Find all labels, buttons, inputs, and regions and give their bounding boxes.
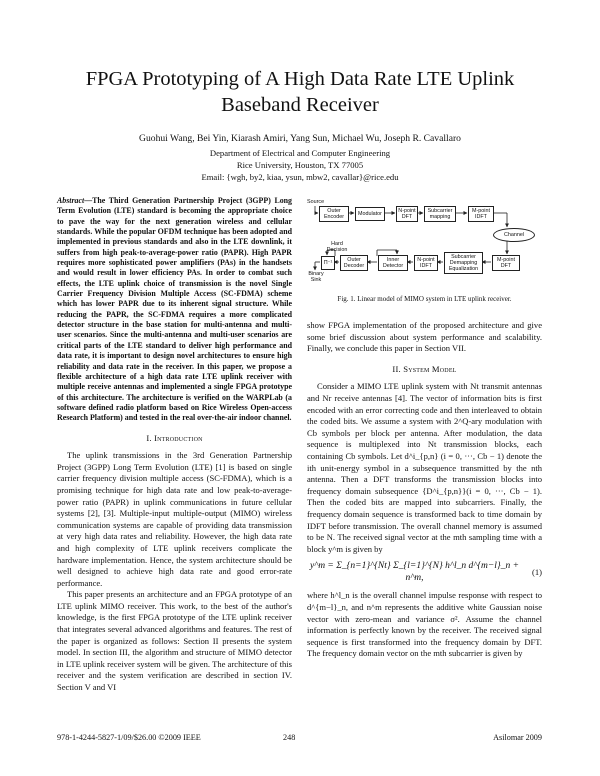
m-point-dft-block: M-point DFT [492, 255, 520, 271]
source-label: Source [307, 199, 325, 205]
footer-isbn: 978-1-4244-5827-1/09/$26.00 ©2009 IEEE [57, 733, 201, 742]
affiliation [60, 147, 540, 183]
section-1-heading [57, 433, 292, 445]
equation-1-body: y^m = Σ_{n=1}^{Nt} Σ_{l=1}^{N} h^l_n d^{m−l}_n + n^m, [309, 561, 520, 583]
section-1-title: Introduction [154, 432, 203, 443]
paper-title: FPGA Prototyping of A High Data Rate LTE Uplink Baseband Receiver [85, 68, 515, 116]
section-2-title: System Model [403, 363, 457, 374]
section-2-heading [307, 364, 542, 376]
n-point-idft-block: N-point IDFT [414, 255, 438, 271]
binary-sink-label: Binary Sink [308, 271, 324, 283]
section-1-number: I. [146, 432, 155, 443]
equation-1 [307, 561, 542, 584]
abstract-text: —The Third Generation Partnership Project (3GPP) Long Term Evolution (LTE) standard is becoming the appropriate choice to pave the way for the next generation wireless and cellular standards. While the popular OFDM technique has been adopted and implemented in previous standards and also in the LTE downlink, it suffers from high peak-to-average-power ratio (PAPR). High PAPR requires more sophisticated power amplifiers (PAs) in the handsets and would result in lower efficiency PAs. In order to combat such effects, the LTE uplink choice of transmission is the novel Single Carrier Frequency Division Multiple Access (SC-FDMA) scheme which has lower PAPR due to its inherent signal structure. While reducing the PAPR, the SC-FDMA requires a more complicated detector structure in the base station for multi-antenna and multi-user scenarios. Since the multi-antenna and multi-user scenarios are critical parts of the LTE standard to deliver high performance and data rate, it is important to design novel architectures to ensure high reliability and data rate in the receiver. In this paper, we propose a flexible architecture of a high data rate LTE uplink receiver with multiple receive antennas and implemented a single FPGA prototype of this architecture. The architecture is verified on the WARPLab (a software defined radio platform based on Rice Wireless Open-access Research Platform) and tested in the real over-the-air indoor channel. [57, 196, 292, 423]
modulator-block: Modulator [355, 207, 385, 221]
right-column [307, 320, 542, 660]
intro-continuation: show FPGA implementation of the proposed architecture and give some brief discussion about system performance and scalability. Finally, we conclude this paper in Section VII. [307, 320, 542, 354]
deinterleaver-block: Π⁻¹ [321, 256, 335, 270]
abstract [57, 196, 292, 424]
abstract-lead: Abstract [57, 196, 85, 205]
affiliation-department: Department of Electrical and Computer Engineering [209, 148, 391, 158]
intro-paragraph-2: This paper presents an architecture and an FPGA prototype of an LTE uplink MIMO receiver. This work, to the best of the author's knowledge, is the first FPGA prototype of the LTE uplink receiver that integrates several advanced algorithms and features. The rest of the paper is organized as follows: Section II presents the system model. In section III, the algorithm and structure of MIMO detector in LTE uplink receiver system will be given. The architecture of this receiver and the system verification are described in section IV. Section V and VI [57, 589, 292, 693]
intro-paragraph-1: The uplink transmissions in the 3rd Generation Partnership Project (3GPP) Long Term Evolution (LTE) [1] is based on single carrier frequency division multiple access (SC-FDMA), which is a promising technique for high data rate and low peak-to-average-power ratio (PAPR) in uplink communications in future cellular systems [2], [3]. Multiple-input multiple-output (MIMO) wireless communication systems are capable of providing data transmission at very high data rates and reliability. However, the high data rate and high complexity of LTE uplink receivers complicate the hardware implementation. Hence, the system architecture should be well designed to achieve high data rate and good error-rate performance. [57, 450, 292, 588]
affiliation-university: Rice University, Houston, TX 77005 [236, 160, 364, 170]
left-column [57, 196, 292, 694]
author-list: Guohui Wang, Bei Yin, Kiarash Amiri, Yang Sun, Michael Wu, Joseph R. Cavallaro [139, 133, 461, 144]
hard-decision-label: Hard Decision [326, 241, 348, 253]
affiliation-email: Email: {wgh, by2, kiaa, ysun, mbw2, cavallar}@rice.edu [201, 172, 399, 182]
subcarrier-demapping-block: Subcarrier Demapping Equalization [444, 252, 483, 274]
section-2-number: II. [392, 363, 404, 374]
outer-decoder-block: Outer Decoder [340, 255, 368, 271]
channel-block: Channel [493, 228, 535, 242]
m-point-idft-block: M-point IDFT [468, 206, 494, 222]
outer-encoder-block: Outer Encoder [319, 206, 349, 222]
inner-detector-block: Inner Detector [378, 255, 408, 271]
system-model-paragraph-1: Consider a MIMO LTE uplink system with Nt transmit antennas and Nr receive antennas [4]. The vector of information bits is first encoded with an error correcting code and then interleaved to obtain the coded bits. We assume a system with 2^Q-ary modulation with Cb symbols per block per antenna. After modulation, the data sequence is multiplexed into Nt transmission blocks, each containing Cb symbols. Let d^i_{p,n} (i = 0, ···, Cb − 1) denote the ith unit-energy symbol in a subsequence transmitted by the nth antenna. Then a DFT transforms the transmission blocks into frequency domain subsequence {D^i_{p,n}}(i = 0, ···, Cb − 1). Then the coded bits are mapped into subcarriers. Finally, the frequency domain sequence is transformed back to time domain by IDFT before transmission. The overall channel memory is assumed to be N. The received signal vector at the mth sampling time with a block y^m is given by [307, 381, 542, 554]
system-model-paragraph-2: where h^l_n is the overall channel impulse response with respect to d^{m−l}_n, and n^m represents the additive white Gaussian noise vector with zero-mean and variance σ². Assume the channel information is perfectly known by the receiver. The received signal sequence is first transformed into the frequency domain by DFT. The frequency domain vector on the mth subcarrier is given by [307, 590, 542, 659]
footer-conference: Asilomar 2009 [493, 733, 542, 742]
n-point-dft-block: N-point DFT [396, 206, 418, 222]
subcarrier-mapping-block: Subcarrier mapping [424, 206, 456, 222]
footer-page-number: 248 [283, 733, 296, 742]
equation-1-number: (1) [532, 567, 542, 578]
figure-1-caption: Fig. 1. Linear model of MIMO system in LTE uplink receiver. [337, 295, 512, 303]
